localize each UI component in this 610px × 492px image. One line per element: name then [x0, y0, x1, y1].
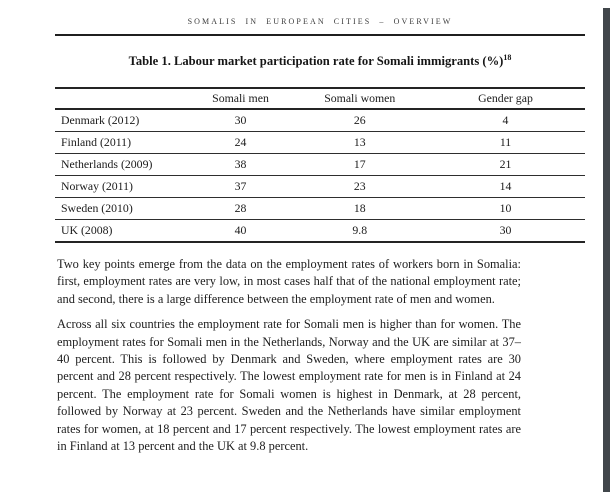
- table-title: [40, 54, 600, 69]
- cell-men: 30: [234, 113, 247, 127]
- scan-edge-shadow: [603, 8, 610, 492]
- paragraph-key-points: Two key points emerge from the data on the employment rates of workers born in Somalia: first, employment rates are very low, in most cases half that of the national employment rate; and second, there is a large difference between the employment rate of men and women.: [57, 257, 521, 306]
- cell-gap: 14: [499, 179, 512, 193]
- header-blank: [55, 88, 188, 109]
- cell-women: 13: [353, 135, 366, 149]
- running-head: SOMALIS IN EUROPEAN CITIES – OVERVIEW: [187, 17, 453, 26]
- cell-country: Norway (2011): [61, 179, 133, 193]
- cell-gap: 11: [499, 135, 512, 149]
- table-row-sweden: [55, 198, 585, 220]
- cell-men: 28: [234, 201, 247, 215]
- cell-men: 38: [234, 157, 247, 171]
- cell-women: 26: [353, 113, 366, 127]
- table-row-denmark: [55, 109, 585, 132]
- cell-women: 9.8: [352, 223, 368, 237]
- labour-market-table: [55, 87, 585, 243]
- body-text: [57, 256, 521, 463]
- table-header-row: [55, 88, 585, 109]
- cell-men: 24: [234, 135, 247, 149]
- cell-gap: 4: [502, 113, 509, 127]
- cell-women: 18: [353, 201, 366, 215]
- cell-gap: 21: [499, 157, 512, 171]
- table-row-norway: [55, 176, 585, 198]
- table-row-uk: [55, 220, 585, 243]
- footnote-reference: 18: [503, 52, 512, 62]
- cell-women: 23: [353, 179, 366, 193]
- cell-country: Finland (2011): [61, 135, 132, 149]
- cell-gap: 10: [499, 201, 512, 215]
- cell-women: 17: [353, 157, 366, 171]
- paragraph-country-comparison: Across all six countries the employment rate for Somali men is higher than for women. The employment rates for Somali men in the Netherlands, Norway and the UK are similar at 37–40 percent. This is followed by Denmark and Sweden, where employment rates are 30 percent and 28 percent respectively. The lowest employment rate for men is in Finland at 24 percent. The employment rate for Somali women is highest in Denmark, at 28 percent, followed by Norway at 23 percent. Sweden and the Netherlands have similar employment rates for women, at 18 percent and 17 percent respectively. The lowest employment rates are in Finland at 13 percent and the UK at 9.8 percent.: [57, 317, 521, 454]
- header-rule: [55, 34, 585, 36]
- table-row-netherlands: [55, 154, 585, 176]
- cell-country: Sweden (2010): [61, 201, 133, 215]
- cell-men: 40: [234, 223, 247, 237]
- cell-country: Netherlands (2009): [61, 157, 153, 171]
- cell-men: 37: [234, 179, 247, 193]
- header-somali-women: Somali women: [324, 91, 396, 105]
- header-gender-gap: Gender gap: [478, 91, 533, 105]
- header-somali-men: Somali men: [212, 91, 269, 105]
- cell-country: Denmark (2012): [61, 113, 140, 127]
- cell-country: UK (2008): [61, 223, 113, 237]
- table-title-text: Table 1. Labour market participation rate for Somali immigrants (%): [128, 54, 504, 68]
- table-row-finland: [55, 132, 585, 154]
- cell-gap: 30: [499, 223, 512, 237]
